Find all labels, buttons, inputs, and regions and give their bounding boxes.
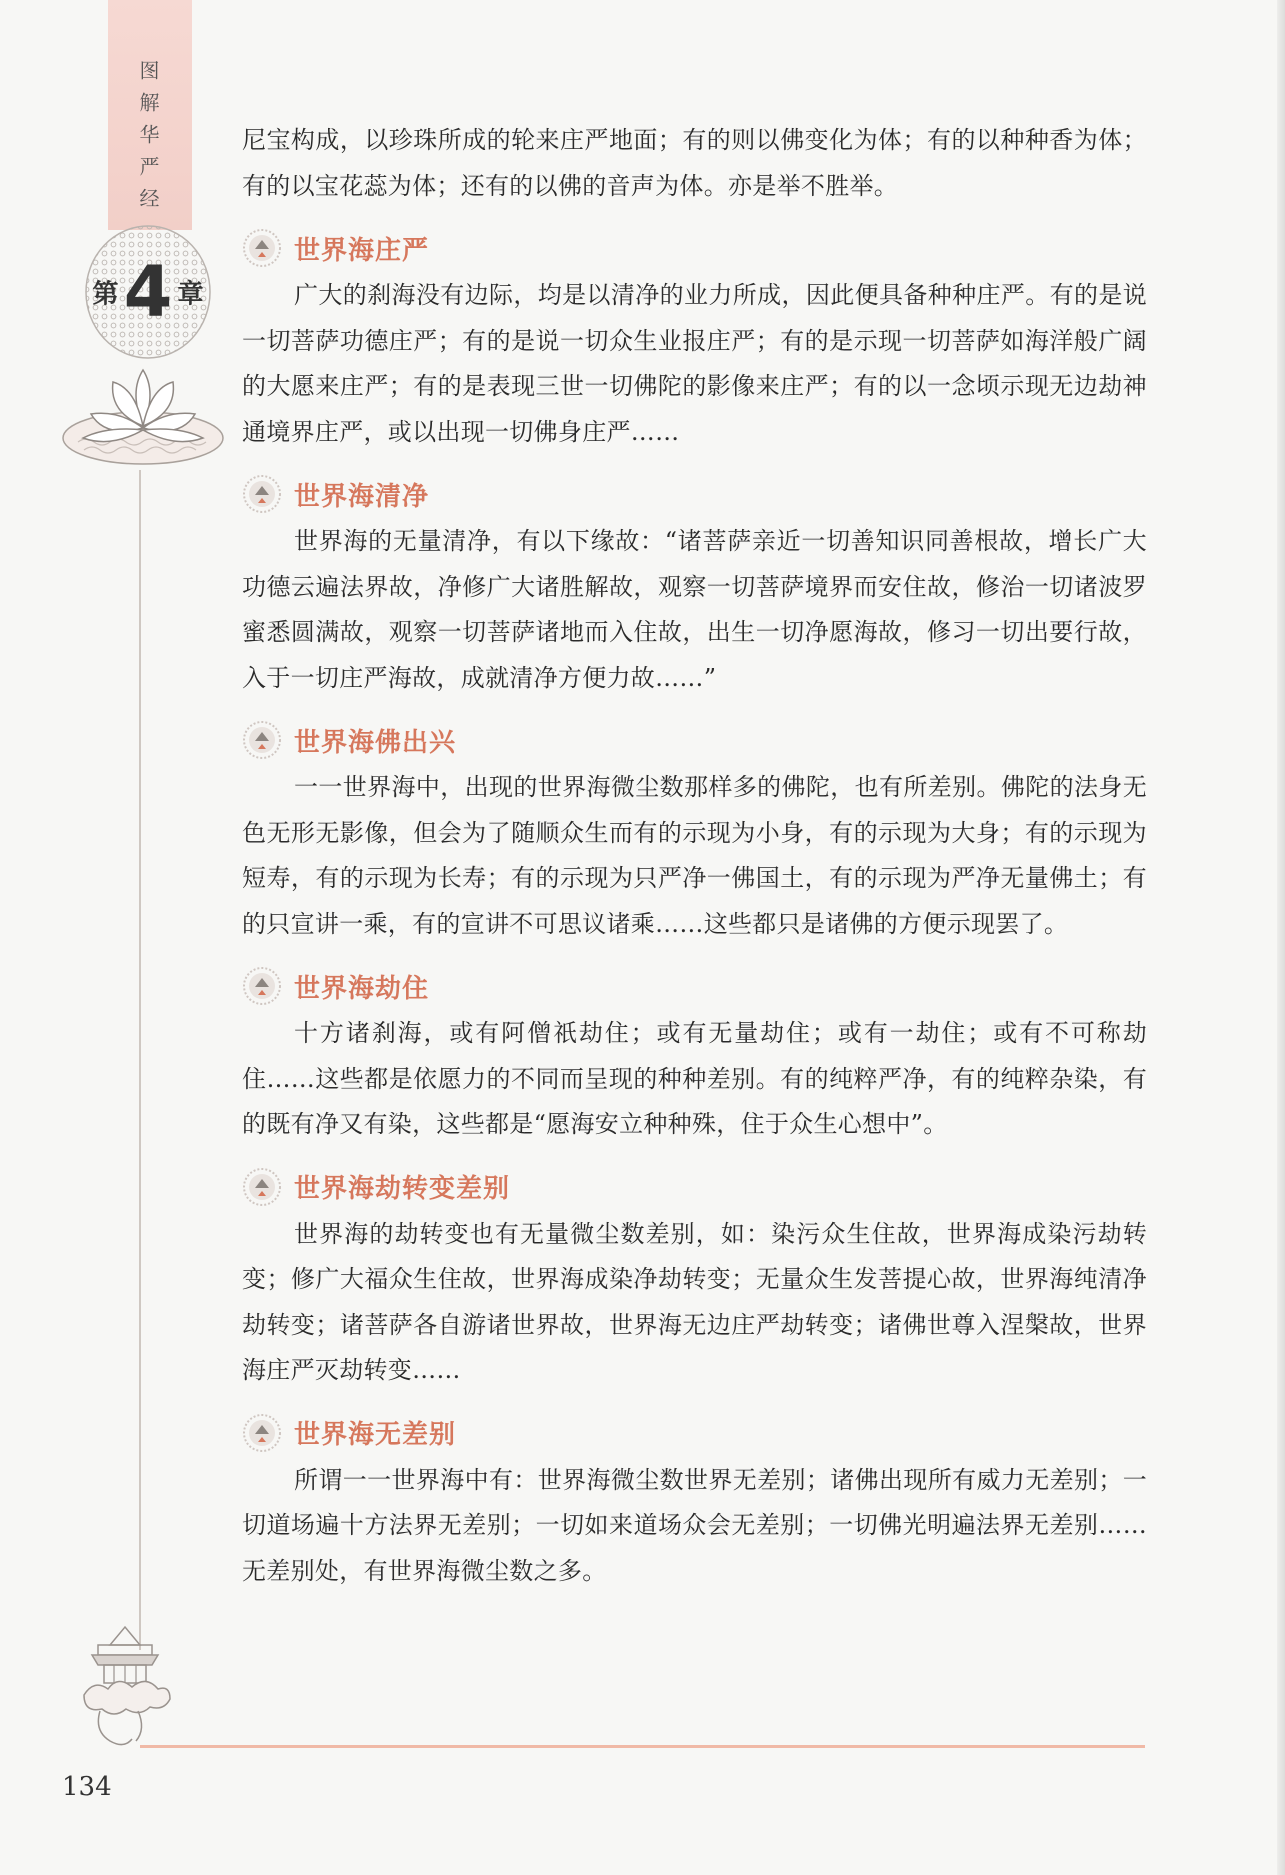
section-heading	[242, 469, 1147, 519]
section-title: 世界海无差别	[294, 1420, 457, 1450]
book-title: 图解华严经	[136, 60, 160, 220]
section-title: 世界海劫住	[294, 973, 430, 1004]
section-paragraph: 十方诸刹海，或有阿僧祇劫住；或有无量劫住；或有一劫住；或有不可称劫住……这些都是依愿力的不同而呈现的种种差别。有的纯粹严净，有的纯粹杂染，有的既有净又有染，这些都是“愿海安立种种殊，住于众生心想中”。	[242, 1019, 1147, 1138]
section-paragraph: 所谓一一世界海中有：世界海微尘数世界无差别；诸佛出现所有威力无差别；一切道场遍十方法界无差别；一切如来道场众会无差别；一切佛光明遍法界无差别……无差别处，有世界海微尘数之多。	[242, 1465, 1147, 1585]
section-title: 世界海庄严	[294, 235, 430, 266]
section-paragraph: 世界海的劫转变也有无量微尘数差别，如：染污众生住故，世界海成染污劫转变；修广大福众生住故，世界海成染净劫转变；无量众生发菩提心故，世界海纯清净劫转变；诸菩萨各自游诸世界故，世界海无边庄严劫转变；诸佛世尊入涅槃故，世界海庄严灭劫转变……	[242, 1219, 1147, 1384]
page-edge	[1277, 0, 1285, 1875]
intro-paragraph: 尼宝构成，以珍珠所成的轮来庄严地面；有的则以佛变化为体；有的以种种香为体；有的以宝花蕊为体；还有的以佛的音声为体。亦是举不胜举。	[242, 126, 1147, 200]
dharma-wheel-icon	[242, 1413, 282, 1453]
main-content	[242, 118, 1147, 1594]
section-title: 世界海劫转变差别	[294, 1174, 511, 1204]
footer-divider	[140, 1745, 1145, 1748]
chapter-label	[82, 251, 214, 333]
sidebar-divider-line	[139, 470, 141, 1650]
dharma-wheel-icon	[242, 1167, 282, 1207]
dharma-wheel-icon	[242, 966, 282, 1006]
chapter-suffix: 章	[177, 279, 204, 310]
page-number: 134	[62, 1772, 112, 1802]
section-paragraph: 世界海的无量清净，有以下缘故：“诸菩萨亲近一切善知识同善根故，增长广大功德云遍法界故，净修广大诸胜解故，观察一切菩萨境界而安住故，修治一切诸波罗蜜悉圆满故，观察一切菩萨诸地而入住故，出生一切净愿海故，修习一切出要行故，入于一切庄严海故，成就清净方便力故……”	[242, 527, 1147, 692]
chapter-prefix: 第	[92, 279, 119, 310]
chapter-number: 4	[123, 251, 173, 333]
temple-cloud-icon	[70, 1615, 180, 1755]
dharma-wheel-icon	[242, 474, 282, 514]
dharma-wheel-icon	[242, 228, 282, 268]
section-heading	[242, 1408, 1147, 1458]
lotus-icon	[58, 350, 228, 470]
section-heading	[242, 961, 1147, 1011]
section-paragraph: 广大的刹海没有边际，均是以清净的业力所成，因此便具备种种庄严。有的是说一切菩萨功德庄严；有的是说一切众生业报庄严；有的是示现一切菩萨如海洋般广阔的大愿来庄严；有的是表现三世一切佛陀的影像来庄严；有的以一念顷示现无边劫神通境界庄严，或以出现一切佛身庄严……	[242, 281, 1147, 446]
section-title: 世界海清净	[294, 481, 430, 512]
dharma-wheel-icon	[242, 720, 282, 760]
section-heading	[242, 1162, 1147, 1212]
section-paragraph: 一一世界海中，出现的世界海微尘数那样多的佛陀，也有所差别。佛陀的法身无色无形无影像，但会为了随顺众生而有的示现为小身，有的示现为大身；有的示现为短寿，有的示现为长寿；有的示现为只严净一佛国土，有的示现为严净无量佛土；有的只宣讲一乘，有的宣讲不可思议诸乘……这些都只是诸佛的方便示现罢了。	[242, 773, 1147, 938]
section-heading	[242, 223, 1147, 273]
section-heading	[242, 715, 1147, 765]
section-title: 世界海佛出兴	[294, 727, 457, 758]
